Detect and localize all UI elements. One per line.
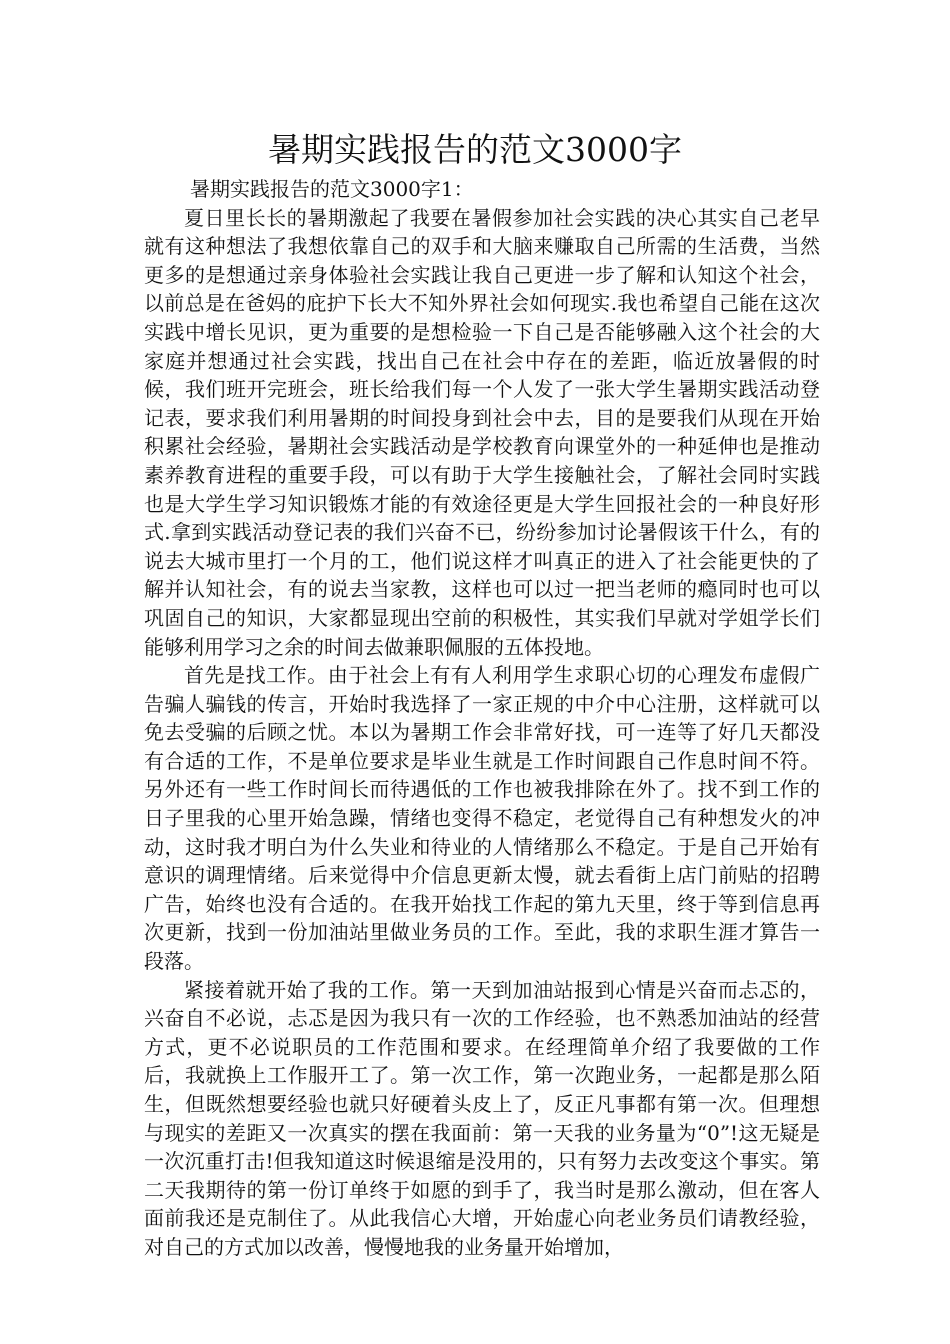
document-title: 暑期实践报告的范文3000字 [268,130,682,169]
document-body [144,175,820,1262]
paragraph-1: 夏日里长长的暑期激起了我要在暑假参加社会实践的决心其实自己老早就有这种想法了我想依靠自己的双手和大脑来赚取自己所需的生活费，当然更多的是想通过亲身体验社会实践让我自己更进一步了解和认知这个社会，以前总是在爸妈的庇护下长大不知外界社会如何现实.我也希望自己能在这次实践中增长见识，更为重要的是想检验一下自己是否能够融入这个社会的大家庭并想通过社会实践，找出自己在社会中存在的差距，临近放暑假的时候，我们班开完班会，班长给我们每一个人发了一张大学生暑期实践活动登记表，要求我们利用暑期的时间投身到社会中去，目的是要我们从现在开始积累社会经验，暑期社会实践活动是学校教育向课堂外的一种延伸也是推动素养教育进程的重要手段，可以有助于大学生接触社会，了解社会同时实践也是大学生学习知识锻炼才能的有效途径更是大学生回报社会的一种良好形式.拿到实践活动登记表的我们兴奋不已，纷纷参加讨论暑假该干什么，有的说去大城市里打一个月的工，他们说这样才叫真正的进入了社会能更快的了解并认知社会，有的说去当家教，这样也可以过一把当老师的瘾同时也可以巩固自己的知识，大家都显现出空前的积极性，其实我们早就对学姐学长们能够利用学习之余的时间去做兼职佩服的五体投地。 [144,205,820,659]
section-heading: 暑期实践报告的范文3000字1： [190,177,474,201]
paragraph-3: 紧接着就开始了我的工作。第一天到加油站报到心情是兴奋而忐忑的，兴奋自不必说，忐忑是因为我只有一次的工作经验，也不熟悉加油站的经营方式，更不必说职员的工作范围和要求。在经理简单介绍了我要做的工作后，我就换上工作服开工了。第一次工作，第一次跑业务，一起都是那么陌生，但既然想要经验也就只好硬着头皮上了，反正凡事都有第一次。但理想与现实的差距又一次真实的摆在我面前：第一天我的业务量为“0”!这无疑是一次沉重打击!但我知道这时候退缩是没用的，只有努力去改变这个事实。第二天我期待的第一份订单终于如愿的到手了，我当时是那么激动，但在客人面前我还是克制住了。从此我信心大增，开始虚心向老业务员们请教经验，对自己的方式加以改善，慢慢地我的业务量开始增加， [144,977,820,1259]
paragraph-2: 首先是找工作。由于社会上有有人利用学生求职心切的心理发布虚假广告骗人骗钱的传言，开始时我选择了一家正规的中介中心注册，这样就可以免去受骗的后顾之忧。本以为暑期工作会非常好找，可一连等了好几天都没有合适的工作，不是单位要求是毕业生就是工作时间跟自己作息时间不符。另外还有一些工作时间长而待遇低的工作也被我排除在外了。找不到工作的日子里我的心里开始急躁，情绪也变得不稳定，老觉得自己有种想发火的冲动，这时我才明白为什么失业和待业的人情绪那么不稳定。于是自己开始有意识的调理情绪。后来觉得中介信息更新太慢，就去看街上店门前贴的招聘广告，始终也没有合适的。在我开始找工作起的第九天里，终于等到信息再次更新，找到一份加油站里做业务员的工作。至此，我的求职生涯才算告一段落。 [144,663,820,974]
